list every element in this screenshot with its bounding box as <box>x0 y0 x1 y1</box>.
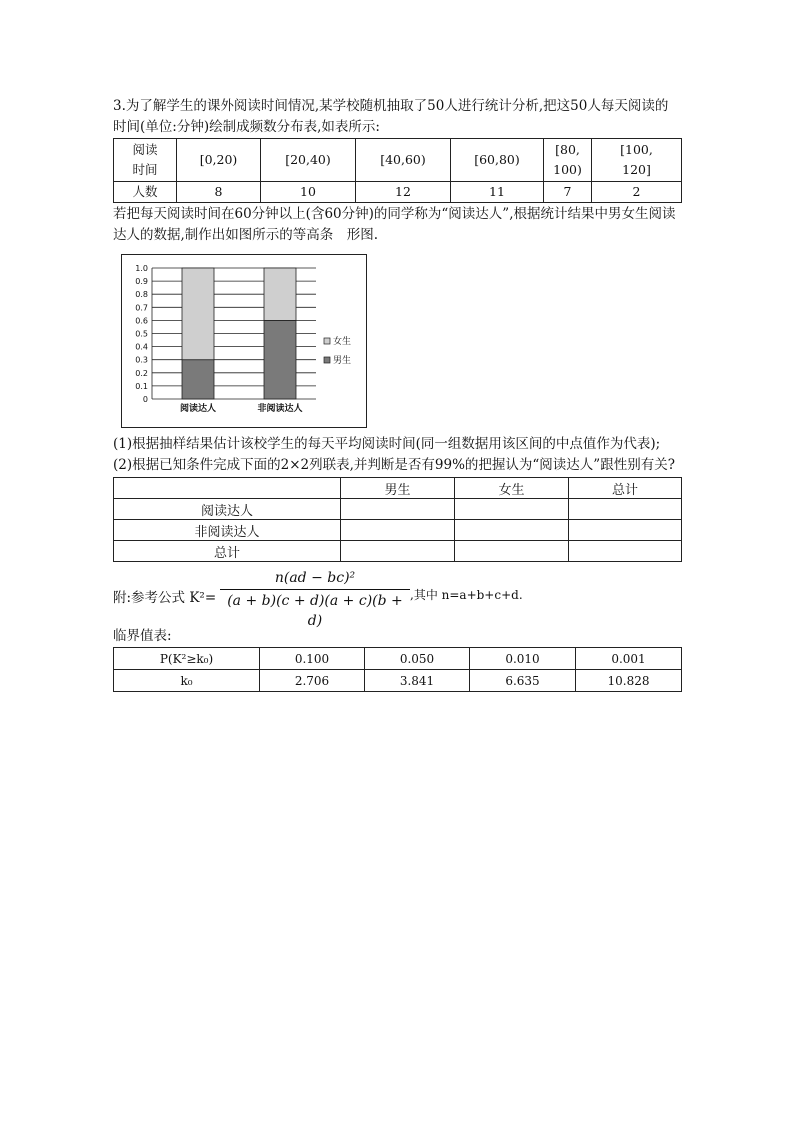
contingency-header-cell: 总计 <box>569 478 682 499</box>
y-tick-label: 1.0 <box>135 264 148 273</box>
x-category-label: 阅读达人 <box>179 404 217 414</box>
question-1: (1)根据抽样结果估计该校学生的每天平均阅读时间(同一组数据用该区间的中点值作为代表); <box>113 436 661 452</box>
crit-cell: 0.100 <box>260 648 365 670</box>
problem-para2: 若把每天阅读时间在60分钟以上(含60分钟)的同学称为“阅读达人”,根据统计结果中男女生阅读达人的数据,制作出如图所示的等高条 形图. <box>113 206 676 243</box>
contingency-header-cell: 男生 <box>341 478 455 499</box>
bar-segment <box>182 268 214 360</box>
question-2: (2)根据已知条件完成下面的2×2列联表,并判断是否有99%的把握认为“阅读达人”跟性别有关? <box>113 457 675 473</box>
contingency-cell <box>341 499 455 520</box>
y-tick-label: 0.6 <box>135 316 148 326</box>
contingency-table <box>113 477 682 562</box>
crit-cell: 10.828 <box>576 670 682 692</box>
count-cell: 11 <box>451 182 544 203</box>
count-cell: 12 <box>356 182 451 203</box>
crit-cell: 0.010 <box>470 648 576 670</box>
legend-label: 女生 <box>333 337 352 347</box>
crit-cell: 0.001 <box>576 648 682 670</box>
contingency-cell <box>569 499 682 520</box>
x-category-label: 非阅读达人 <box>257 404 303 414</box>
y-tick-label: 0.5 <box>135 329 148 339</box>
formula-lead: 附:参考公式 K²= <box>113 590 217 606</box>
y-tick-label: 0.3 <box>135 355 148 365</box>
interval-cell: [20,40) <box>261 139 356 182</box>
y-tick-label: 0.9 <box>135 277 148 287</box>
contingency-row-label: 阅读达人 <box>114 499 341 520</box>
contingency-cell <box>455 499 569 520</box>
contingency-row-label: 非阅读达人 <box>114 520 341 541</box>
count-cell: 10 <box>261 182 356 203</box>
crit-cell: 3.841 <box>365 670 470 692</box>
contingency-header-cell: 女生 <box>455 478 569 499</box>
formula-row <box>113 568 681 629</box>
y-tick-label: 0.4 <box>135 342 148 352</box>
legend-label: 男生 <box>333 356 352 366</box>
y-tick-label: 0.7 <box>135 303 148 313</box>
critical-value-table <box>113 647 682 692</box>
contingency-cell <box>341 541 455 562</box>
chart-svg <box>122 255 366 427</box>
y-tick-label: 0.1 <box>135 381 148 391</box>
interval-cell: [60,80) <box>451 139 544 182</box>
contingency-cell <box>569 520 682 541</box>
frequency-table <box>113 138 682 203</box>
contingency-cell <box>455 541 569 562</box>
bar-segment <box>264 268 296 320</box>
time-header-cell: 阅读 时间 <box>114 139 177 182</box>
interval-cell: [40,60) <box>356 139 451 182</box>
count-cell: 7 <box>544 182 592 203</box>
contingency-header-cell <box>114 478 341 499</box>
count-cell: 8 <box>177 182 261 203</box>
stacked-bar-chart <box>121 254 367 428</box>
formula-numerator: n(ad − bc)² <box>274 570 356 586</box>
y-tick-label: 0.2 <box>135 368 148 378</box>
contingency-row-label: 总计 <box>114 541 341 562</box>
bar-segment <box>182 360 214 399</box>
problem-intro: 3.为了解学生的课外阅读时间情况,某学校随机抽取了50人进行统计分析,把这50人每天阅读的时间(单位:分钟)绘制成频数分布表,如表所示: <box>113 98 669 135</box>
crit-row-label: P(K²≥k₀) <box>114 648 260 670</box>
crit-row-label: k₀ <box>114 670 260 692</box>
legend-swatch <box>324 338 330 344</box>
count-header-cell: 人数 <box>114 182 177 203</box>
fraction-bar <box>220 589 410 590</box>
formula-fraction <box>220 568 410 631</box>
problem-page <box>113 96 681 692</box>
formula-tail: ,其中 n=a+b+c+d. <box>410 588 523 602</box>
formula-denominator: (a + b)(c + d)(a + c)(b + d) <box>227 593 403 629</box>
crit-cell: 2.706 <box>260 670 365 692</box>
crit-cell: 6.635 <box>470 670 576 692</box>
legend-swatch <box>324 357 330 363</box>
contingency-cell <box>569 541 682 562</box>
critical-table-title: 临界值表: <box>113 628 172 644</box>
interval-cell: [80, 100) <box>544 139 592 182</box>
interval-cell: [100, 120] <box>592 139 682 182</box>
contingency-cell <box>341 520 455 541</box>
bar-segment <box>264 320 296 399</box>
crit-cell: 0.050 <box>365 648 470 670</box>
interval-cell: [0,20) <box>177 139 261 182</box>
y-tick-label: 0 <box>142 395 148 404</box>
count-cell: 2 <box>592 182 682 203</box>
contingency-cell <box>455 520 569 541</box>
y-tick-label: 0.8 <box>135 290 148 300</box>
